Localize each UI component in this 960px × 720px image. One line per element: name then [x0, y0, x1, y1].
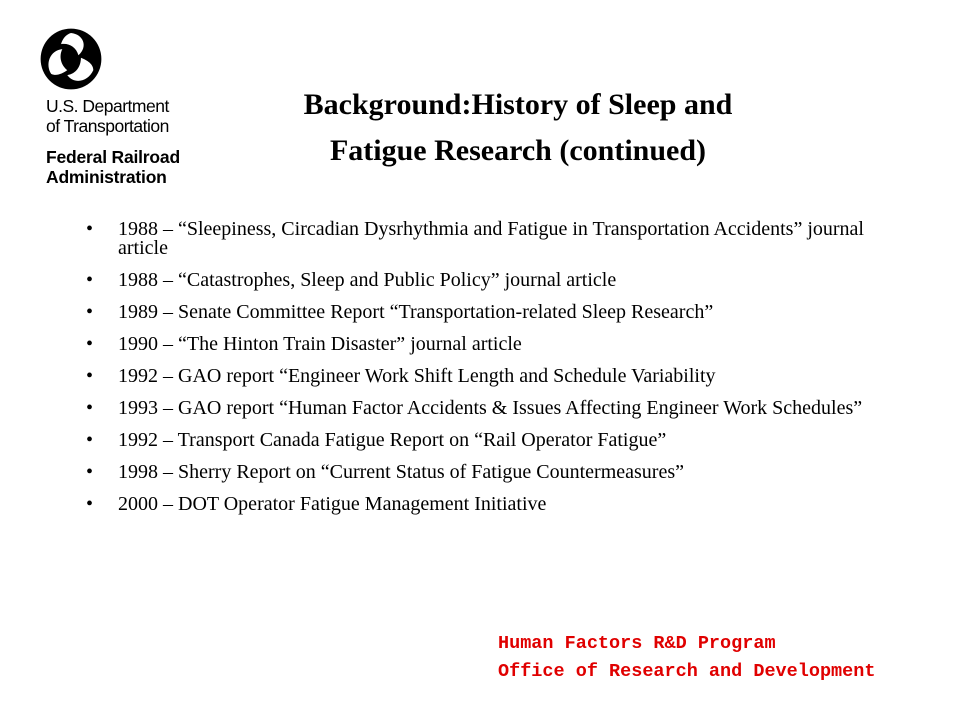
- bullet-dot: •: [86, 301, 94, 323]
- bullet-dot: •: [86, 333, 94, 355]
- bullet-dot: •: [86, 269, 94, 291]
- dot-logo-wordmark: [46, 96, 216, 187]
- bullet-dot: •: [86, 429, 94, 451]
- bullet-item: [86, 399, 866, 418]
- bullet-item: [86, 271, 866, 290]
- bullet-item: [86, 367, 866, 386]
- bullet-text: 1988 – “Sleepiness, Circadian Dysrhythmia and Fatigue in Transportation Accidents” journal article: [118, 218, 864, 259]
- bullet-item: [86, 335, 866, 354]
- bullet-dot: •: [86, 493, 94, 515]
- bullet-item: [86, 463, 866, 482]
- bullet-text: 1990 – “The Hinton Train Disaster” journal article: [118, 333, 522, 355]
- footer-line-program: Human Factors R&D Program: [498, 633, 776, 654]
- logo-line-administration: Administration: [46, 167, 167, 187]
- bullet-text: 1988 – “Catastrophes, Sleep and Public Policy” journal article: [118, 269, 617, 291]
- footer-line-office: Office of Research and Development: [498, 661, 876, 682]
- slide-title-line-1: Background:History of Sleep and: [303, 88, 733, 121]
- bullet-dot: •: [86, 397, 94, 419]
- bullet-text: 1992 – Transport Canada Fatigue Report on “Rail Operator Fatigue”: [118, 429, 667, 451]
- footer-program-label: [498, 630, 875, 686]
- logo-line-fra: Federal Railroad: [46, 147, 180, 167]
- bullet-item: [86, 303, 866, 322]
- logo-line-department: U.S. Department: [46, 96, 169, 116]
- bullet-list: [86, 220, 866, 527]
- bullet-dot: •: [86, 365, 94, 387]
- logo-line-transportation: of Transportation: [46, 116, 169, 136]
- bullet-dot: •: [86, 461, 94, 483]
- slide-title-line-2: Fatigue Research (continued): [329, 134, 707, 167]
- bullet-text: 1989 – Senate Committee Report “Transportation-related Sleep Research”: [118, 301, 714, 323]
- bullet-item: [86, 495, 866, 514]
- bullet-item: [86, 220, 866, 258]
- slide-title: [218, 82, 818, 174]
- bullet-text: 1992 – GAO report “Engineer Work Shift Length and Schedule Variability: [118, 365, 716, 387]
- dot-logo-icon: [40, 28, 102, 90]
- bullet-item: [86, 431, 866, 450]
- bullet-dot: •: [86, 218, 94, 240]
- bullet-text: 1993 – GAO report “Human Factor Accidents & Issues Affecting Engineer Work Schedules”: [118, 397, 863, 419]
- bullet-text: 1998 – Sherry Report on “Current Status of Fatigue Countermeasures”: [118, 461, 684, 483]
- bullet-text: 2000 – DOT Operator Fatigue Management Initiative: [118, 493, 547, 515]
